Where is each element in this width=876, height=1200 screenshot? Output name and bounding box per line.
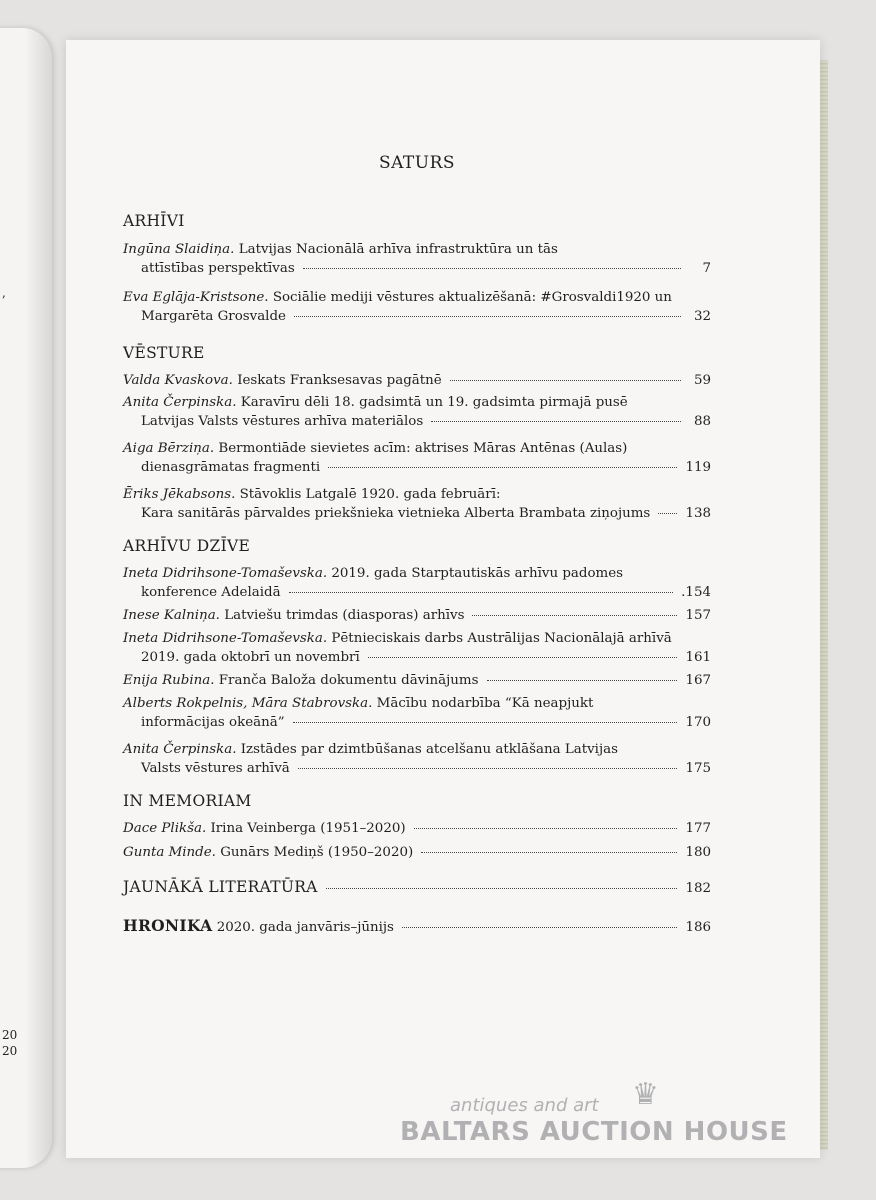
- dot-leader: [294, 316, 681, 317]
- section-heading: ARHĪVU DZĪVE: [123, 537, 251, 555]
- page-number: .154: [681, 585, 711, 600]
- page-number: 7: [702, 261, 711, 276]
- toc-entry[interactable]: [123, 606, 711, 625]
- section-heading: HRONIKA: [123, 916, 213, 935]
- entry-title: Izstādes par dzimtbūšanas atcelšanu atklāšana Latvijas: [240, 742, 618, 757]
- dot-leader: [414, 828, 678, 829]
- entry-title-cont: Valsts vēstures arhīvā: [141, 761, 290, 776]
- left-page-fragment: ,: [2, 286, 6, 300]
- section-heading: VĒSTURE: [123, 344, 205, 362]
- entry-title: Latviešu trimdas (diasporas) arhīvs: [224, 608, 465, 623]
- entry-title: Latvijas Nacionālā arhīva infrastruktūra un tās: [238, 242, 558, 257]
- dot-leader: [293, 722, 678, 723]
- entry-title-cont: Kara sanitārās pārvaldes priekšnieka vietnieka Alberta Brambata ziņojums: [141, 506, 651, 521]
- dot-leader: [472, 615, 677, 616]
- toc-entry[interactable]: [123, 240, 711, 278]
- left-page-fragment: 20: [2, 1044, 18, 1058]
- toc-entry[interactable]: [123, 629, 711, 667]
- toc-entry[interactable]: [123, 288, 711, 326]
- toc-entry[interactable]: [123, 439, 711, 477]
- entry-author: Gunta Minde.: [123, 845, 216, 860]
- entry-author: Valda Kvaskova.: [123, 373, 233, 388]
- entry-title: 2020. gada janvāris–jūnijs: [216, 920, 394, 935]
- section-heading: IN MEMORIAM: [123, 792, 252, 810]
- page-number: 138: [685, 506, 711, 521]
- toc-entry-literature[interactable]: [123, 878, 711, 898]
- toc-entry-chronicle[interactable]: [123, 916, 711, 937]
- entry-author: Anita Čerpinska.: [123, 395, 237, 410]
- page-number: 119: [685, 460, 711, 475]
- entry-title-cont: attīstības perspektīvas: [141, 261, 295, 276]
- entry-author: Ineta Didrihsone-Tomaševska.: [123, 566, 328, 581]
- dot-leader: [303, 268, 681, 269]
- page-number: 177: [685, 821, 711, 836]
- dot-leader: [326, 888, 678, 889]
- page-number: 32: [693, 309, 711, 324]
- entry-title-cont: informācijas okeānā”: [141, 715, 285, 730]
- dot-leader: [450, 380, 681, 381]
- dot-leader: [328, 467, 677, 468]
- toc-entry[interactable]: [123, 694, 711, 732]
- page-number: 182: [685, 881, 711, 896]
- toc-entry[interactable]: [123, 843, 711, 862]
- left-page-fragment: 20: [2, 1028, 18, 1042]
- dot-leader: [289, 592, 674, 593]
- toc-entry[interactable]: [123, 819, 711, 838]
- entry-title: Sociālie mediji vēstures aktualizēšanā: #Grosvaldi1920 un: [272, 290, 672, 305]
- entry-title-cont: 2019. gada oktobrī un novembrī: [141, 650, 360, 665]
- entry-title: 2019. gada Starptautiskās arhīvu padomes: [331, 566, 624, 581]
- toc-title: SATURS: [378, 153, 456, 173]
- dot-leader: [368, 657, 678, 658]
- entry-author: Ineta Didrihsone-Tomaševska.: [123, 631, 328, 646]
- watermark-tagline: antiques and art: [450, 1095, 599, 1116]
- dot-leader: [402, 927, 678, 928]
- page-number: 167: [685, 673, 711, 688]
- entry-title: Gunārs Mediņš (1950–2020): [220, 845, 414, 860]
- page-number: 59: [693, 373, 711, 388]
- page-number: 180: [685, 845, 711, 860]
- watermark-brand: BALTARS AUCTION HOUSE: [400, 1117, 788, 1147]
- toc-entry[interactable]: [123, 671, 711, 690]
- page-number: 175: [685, 761, 711, 776]
- entry-author: Inese Kalniņa.: [123, 608, 220, 623]
- section-heading: JAUNĀKĀ LITERATŪRA: [123, 878, 318, 896]
- dot-leader: [298, 768, 678, 769]
- entry-title-cont: Margarēta Grosvalde: [141, 309, 286, 324]
- entry-author: Aiga Bērziņa.: [123, 441, 215, 456]
- entry-title: Mācību nodarbība “Kā neapjukt: [376, 696, 594, 711]
- entry-title: Ieskats Franksesavas pagātnē: [237, 373, 442, 388]
- entry-author: Dace Plikša.: [123, 821, 207, 836]
- page-number: 186: [685, 920, 711, 935]
- entry-title: Bermontiāde sievietes acīm: aktrises Māras Antēnas (Aulas): [218, 441, 628, 456]
- toc-entry[interactable]: [123, 740, 711, 778]
- entry-title: Stāvoklis Latgalē 1920. gada februārī:: [239, 487, 501, 502]
- crown-icon: ♛: [632, 1077, 659, 1112]
- page-number: 170: [685, 715, 711, 730]
- section-heading: ARHĪVI: [123, 212, 185, 230]
- dot-leader: [421, 852, 677, 853]
- entry-author: Enija Rubina.: [123, 673, 215, 688]
- entry-author: Ēriks Jēkabsons.: [123, 487, 236, 502]
- page-number: 161: [685, 650, 711, 665]
- entry-author: Eva Eglāja-Kristsone.: [123, 290, 269, 305]
- toc-entry[interactable]: [123, 393, 711, 431]
- entry-author: Anita Čerpinska.: [123, 742, 237, 757]
- previous-page-edge: [0, 28, 52, 1168]
- entry-author: Ingūna Slaidiņa.: [123, 242, 235, 257]
- toc-entry[interactable]: [123, 564, 711, 602]
- entry-title-cont: dienasgrāmatas fragmenti: [141, 460, 321, 475]
- entry-author: Alberts Rokpelnis, Māra Stabrovska.: [123, 696, 373, 711]
- toc-entry[interactable]: [123, 485, 711, 523]
- entry-title: Karavīru dēli 18. gadsimtā un 19. gadsimta pirmajā pusē: [240, 395, 628, 410]
- entry-title: Franča Baloža dokumentu dāvinājums: [218, 673, 479, 688]
- toc-entry[interactable]: [123, 371, 711, 390]
- entry-title-cont: konference Adelaidā: [141, 585, 281, 600]
- page-number: 157: [685, 608, 711, 623]
- dot-leader: [658, 513, 677, 514]
- page-number: 88: [693, 414, 711, 429]
- entry-title-cont: Latvijas Valsts vēstures arhīva materiālos: [141, 414, 424, 429]
- dot-leader: [431, 421, 681, 422]
- entry-title: Irina Veinberga (1951–2020): [210, 821, 406, 836]
- entry-title: Pētnieciskais darbs Austrālijas Nacionālajā arhīvā: [331, 631, 672, 646]
- dot-leader: [487, 680, 678, 681]
